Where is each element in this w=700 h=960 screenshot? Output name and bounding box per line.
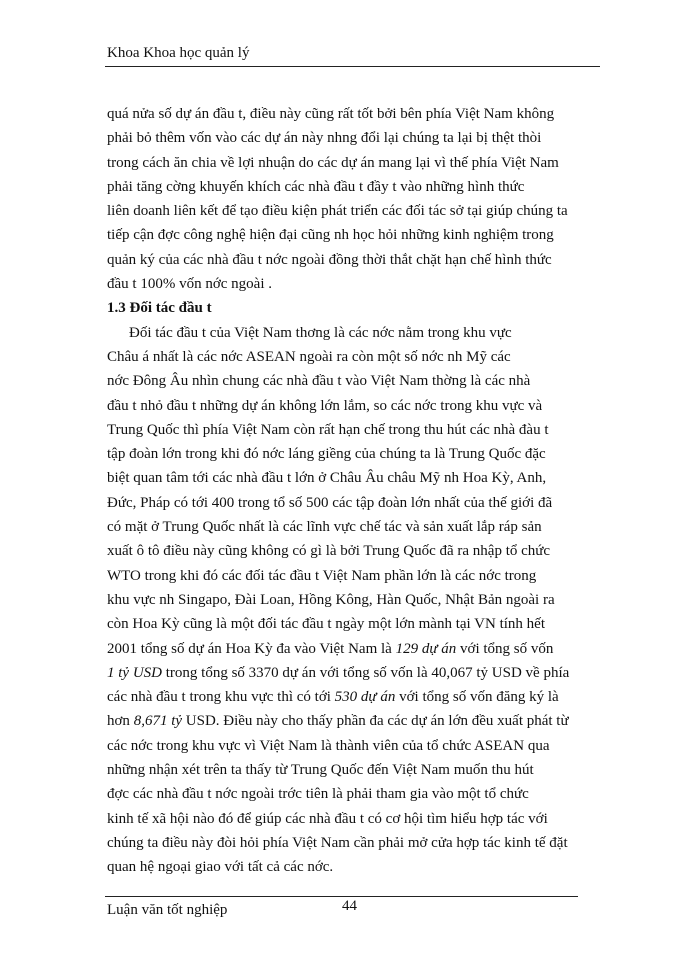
header-title: Khoa Khoa học quản lý bbox=[107, 45, 250, 61]
text-run: 2001 tổng số dự án Hoa Kỳ đa vào Việt Nam là bbox=[107, 640, 396, 657]
body-line: những nhận xét trên ta thấy từ Trung Quốc đến Việt Nam muốn thu hút bbox=[107, 762, 534, 779]
text-run: các nhà đầu t trong khu vực thì có tới bbox=[107, 689, 335, 706]
body-line: quá nửa số dự án đầu t, điều này cũng rất tốt bởi bên phía Việt Nam không bbox=[107, 106, 555, 122]
body-line: Đức, Pháp có tới 400 trong tổ số 500 các tập đoàn lớn nhất của thế giới đã bbox=[107, 494, 553, 511]
body-line: chúng ta điều này đòi hỏi phía Việt Nam cần phải mở cửa hợp tác kinh tế đặt bbox=[107, 834, 568, 851]
body-line: đầu t 100% vốn nớc ngoài . bbox=[107, 276, 272, 293]
emphasis-text: 530 dự án bbox=[334, 689, 396, 706]
body-line: có mặt ở Trung Quốc nhất là các lĩnh vực chế tác và sản xuất lắp ráp sản bbox=[107, 519, 542, 536]
body-line: đợc các nhà đầu t nớc ngoài trớc tiên là phải tham gia vào một tổ chức bbox=[107, 786, 529, 803]
body-line: quản ký của các nhà đầu t nớc ngoài đồng thời thắt chặt hạn chế hình thức bbox=[107, 251, 552, 268]
body-line: xuất ô tô điều này cũng không có gì là bởi Trung Quốc đã ra nhập tổ chức bbox=[107, 543, 551, 560]
body-line: tập đoàn lớn trong khi đó nớc láng giềng của chúng ta là Trung Quốc đặc bbox=[107, 446, 546, 463]
body-line bbox=[107, 709, 597, 733]
body-line: các nớc trong khu vực vì Việt Nam là thành viên của tổ chức ASEAN qua bbox=[107, 737, 550, 754]
document-body bbox=[107, 102, 597, 880]
emphasis-text: 129 dự án bbox=[395, 640, 457, 657]
body-line: quan hệ ngoại giao với tất cả các nớc. bbox=[107, 859, 334, 876]
footer-text: Luận văn tốt nghiệp bbox=[107, 902, 228, 918]
body-line bbox=[107, 637, 597, 661]
body-line: phải bỏ thêm vốn vào các dự án này nhng đổi lại chúng ta lại bị thệt thòi bbox=[107, 130, 542, 147]
text-run: USD. Điều này cho thấy phần đa các dự án lớn đều xuất phát từ bbox=[182, 713, 569, 730]
body-line: trong cách ăn chia về lợi nhuận do các dự án mang lại vì thế phía Việt Nam bbox=[107, 154, 559, 171]
text-run: với tổng số vốn bbox=[456, 640, 554, 657]
text-run: trong tổng số 3370 dự án với tổng số vốn là 40,067 tỷ USD về phía bbox=[162, 664, 570, 681]
body-line: Châu á nhất là các nớc ASEAN ngoài ra còn một số nớc nh Mỹ các bbox=[107, 348, 511, 365]
body-line: WTO trong khi đó các đối tác đầu t Việt Nam phần lớn là các nớc trong bbox=[107, 567, 537, 584]
body-line: đầu t nhỏ đầu t những dự án không lớn lắm, so các nớc trong khu vực và bbox=[107, 397, 543, 414]
body-line: kinh tế xã hội nào đó để giúp các nhà đầu t có cơ hội tìm hiểu hợp tác với bbox=[107, 810, 548, 827]
footer-divider bbox=[105, 896, 578, 897]
body-line: nớc Đông Âu nhìn chung các nhà đầu t vào Việt Nam thờng là các nhà bbox=[107, 373, 531, 390]
text-run: hơn bbox=[107, 713, 134, 730]
body-line: Đối tác đầu t của Việt Nam thơng là các nớc nằm trong khu vực bbox=[129, 324, 512, 341]
emphasis-text: 1 tỷ USD bbox=[107, 664, 162, 681]
emphasis-text: 8,671 tỷ bbox=[133, 713, 183, 730]
body-line: liên doanh liên kết để tạo điều kiện phát triển các đối tác sở tại giúp chúng ta bbox=[107, 203, 568, 220]
body-line: phải tăng cờng khuyến khích các nhà đầu t đầy t vào những hình thức bbox=[107, 178, 525, 195]
body-line: Trung Quốc thì phía Việt Nam còn rất hạn chế trong thu hút các nhà đàu t bbox=[107, 421, 549, 438]
header-divider bbox=[105, 66, 600, 67]
body-line: còn Hoa Kỳ cũng là một đối tác đầu t ngày một lớn mành tại VN tính hết bbox=[107, 616, 545, 633]
body-line bbox=[107, 661, 597, 685]
body-line: khu vực nh Singapo, Đài Loan, Hồng Kông, Hàn Quốc, Nhật Bản ngoài ra bbox=[107, 591, 555, 608]
body-line: biệt quan tâm tới các nhà đầu t lớn ở Châu Âu châu Mỹ nh Hoa Kỳ, Anh, bbox=[107, 470, 547, 487]
text-run: với tổng số vốn đăng ký là bbox=[395, 689, 559, 706]
body-line bbox=[107, 685, 597, 709]
section-heading: 1.3 Đối tác đầu t bbox=[107, 300, 212, 317]
body-line: tiếp cận đợc công nghệ hiện đại cũng nh học hỏi những kinh nghiệm trong bbox=[107, 227, 554, 244]
page-number: 44 bbox=[342, 898, 357, 914]
